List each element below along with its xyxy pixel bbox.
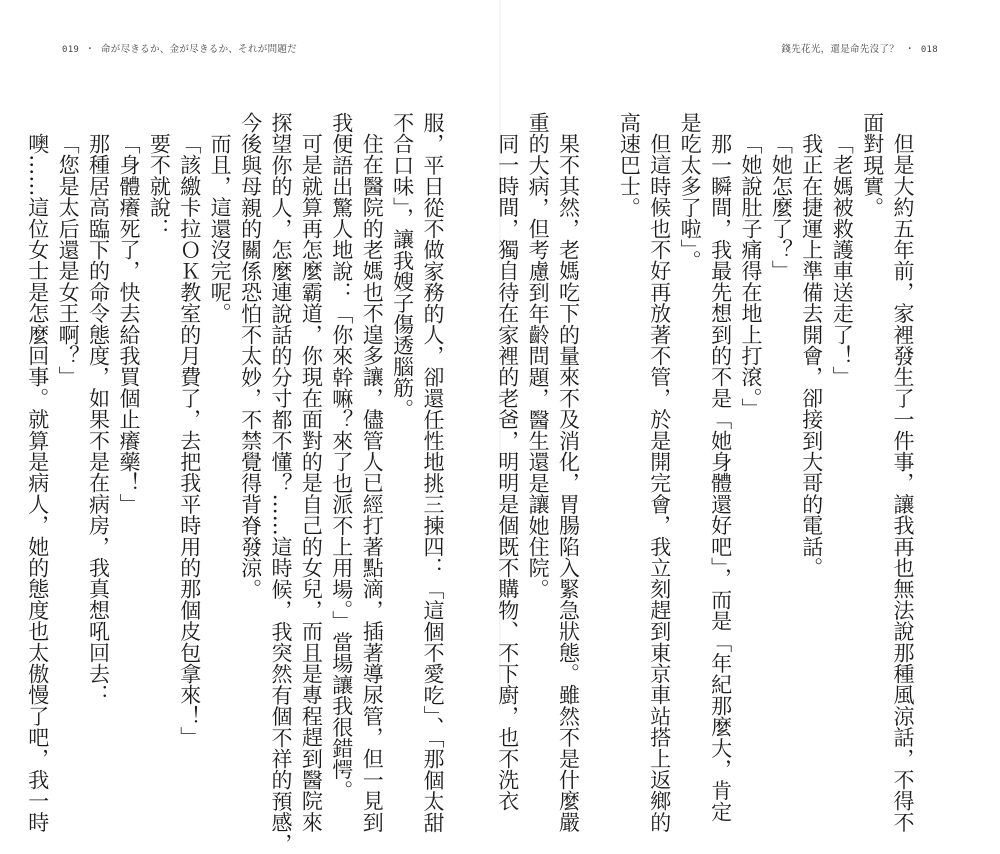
left-page-number: 019: [62, 45, 80, 55]
text-line: 那種居高臨下的命令態度，如果不是在病房，我真想吼回去：: [86, 133, 111, 706]
left-running-head: [62, 41, 297, 55]
text-line: 噢……這位女士是怎麼回事。就算是病人，她的態度也太傲慢了吧，我一時: [25, 133, 50, 833]
text-line: 住在醫院的老媽也不遑多讓，儘管人已經打著點滴，插著導尿管，但一見到: [360, 133, 385, 833]
right-running-head: [781, 41, 938, 55]
right-page-body: [492, 112, 918, 833]
text-line: 「您是太后還是女王啊？」: [56, 133, 81, 388]
text-line: 可是就算再怎麼霸道，你現在面對的是自己的女兒，而且是專程趕到醫院來: [299, 133, 324, 833]
text-line: 面對現實。: [860, 112, 885, 218]
text-line: 要不就說：: [147, 133, 172, 239]
text-line: [584, 112, 614, 652]
text-line: 「她怎麼了？」: [769, 133, 794, 282]
text-line: 「她說肚子痛得在地上打滾。」: [738, 133, 763, 420]
text-line: 但是大約五年前，家裡發生了一件事，讓我再也無法說那種風涼話，不得不: [891, 133, 915, 833]
text-line: 而且，這還沒完呢。: [208, 133, 233, 324]
right-page-number: 018: [920, 45, 938, 55]
text-line: 不合口味」，讓我嫂子傷透腦筋。: [390, 112, 415, 420]
right-header-separator: ・: [905, 44, 915, 55]
text-line: 我便語出驚人地說：「你來幹嘛？來了也派不上用場。」當場讓我很錯愕。: [329, 112, 354, 802]
text-line: 「身體癢死了，快去給我買個止癢藥！」: [116, 133, 141, 515]
right-header-title: 錢先花光，還是命先沒了？: [781, 44, 900, 55]
text-line: 高速巴士。: [617, 112, 642, 218]
text-line: 果不其然，老媽吃下的量來不及消化，胃腸陷入緊急狀態。雖然不是什麼嚴: [556, 133, 581, 833]
text-line: 探望你的人，怎麼連說話的分寸都不懂？……這時候，我突然有個不祥的預感，: [268, 112, 293, 854]
text-line: 重的大病，但考慮到年齡問題，醫生還是讓她住院。: [526, 112, 551, 600]
text-line: 是吃太多了啦」。: [678, 112, 703, 272]
left-header-title: 命が尽きるか、金が尽きるか、それが問題だ: [100, 44, 297, 55]
left-header-separator: ・: [85, 44, 95, 55]
left-page-body: [22, 112, 448, 854]
text-line: 今後與母親的關係恐怕不太妙，不禁覺得背脊發涼。: [238, 112, 263, 600]
text-line: 同一時間，獨自待在家裡的老爸，明明是個既不購物、不下廚，也不洗衣: [495, 133, 520, 812]
text-line: 那一瞬間，我最先想到的不是「她身體還好吧」，而是「年紀那麼大，肯定: [708, 133, 733, 823]
text-line: 服，平日從不做家務的人，卻還任性地挑三揀四：「這個不愛吃」、「那個太甜: [421, 112, 445, 833]
text-line: 「老媽被救護車送走了！」: [830, 133, 855, 388]
text-line: 「該繳卡拉ＯＫ教室的月費了，去把我平時用的那個皮包拿來！」: [177, 133, 202, 748]
text-line: 但這時候也不好再放著不管，於是開完會，我立刻趕到東京車站搭上返鄉的: [647, 133, 672, 833]
text-line: 我正在捷運上準備去開會，卻接到大哥的電話。: [799, 133, 824, 579]
